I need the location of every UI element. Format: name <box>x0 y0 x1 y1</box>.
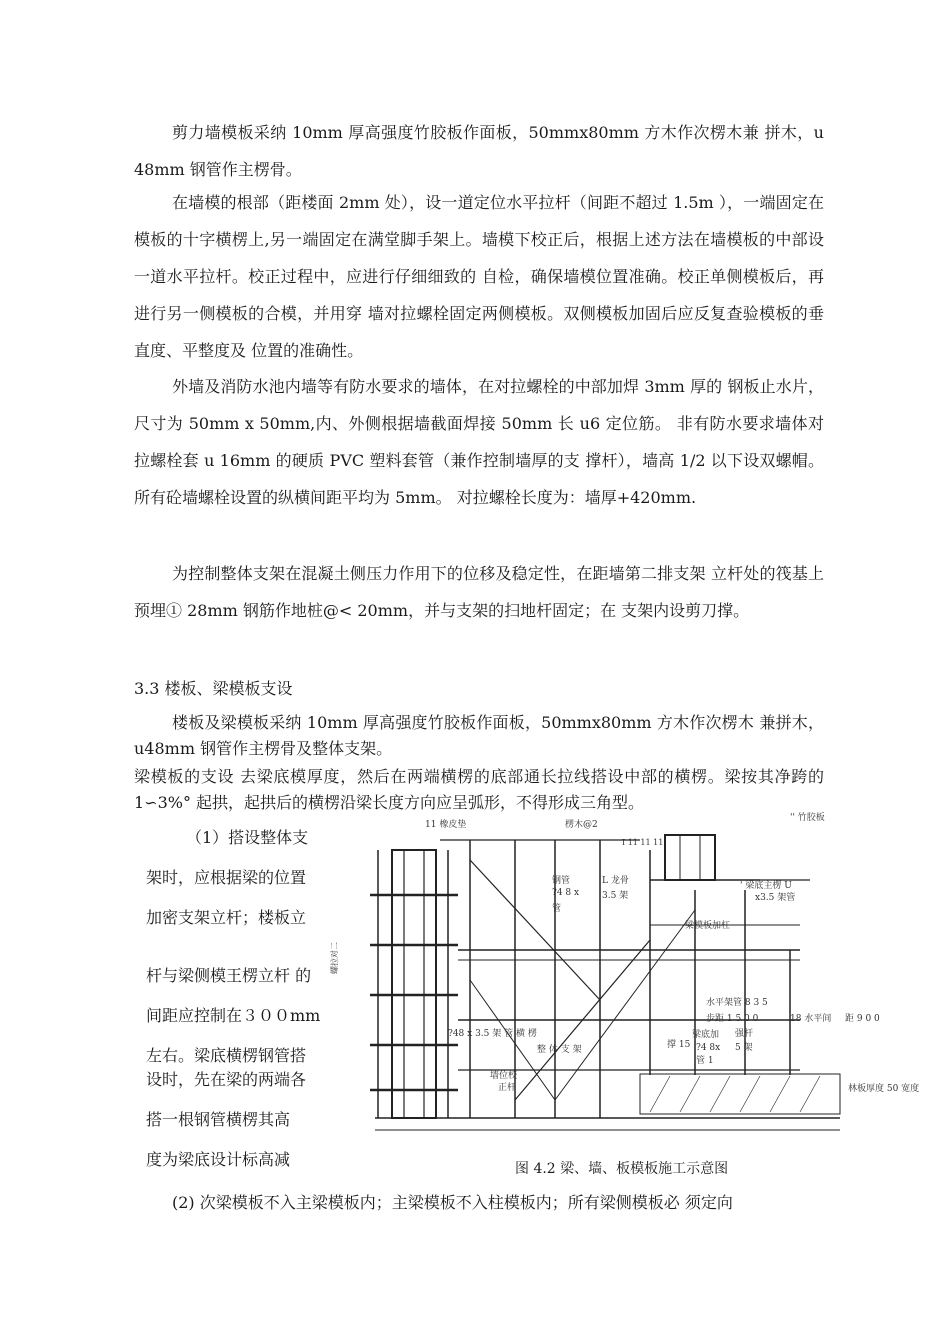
side-line: 架时，应根据梁的位置 <box>146 868 307 887</box>
label-joist: 楞木@2 <box>565 820 598 830</box>
label-correction-bar: 正杆 <box>498 1083 517 1093</box>
label-frame-pipe: x3.5 架管 <box>755 893 796 903</box>
label-pipe: 管 <box>552 904 562 914</box>
label-beam-main-purlin: ' 梁底主楞 U <box>740 881 792 891</box>
label-slab-thickness: 林板厚度 50 宽度 <box>848 1084 920 1094</box>
side-line: 杆与梁侧模王楞立杆 的 <box>146 966 312 985</box>
label-steel-pipe: 钢管 <box>552 876 571 886</box>
label-strengthening-bar: 强杆 <box>735 1029 754 1039</box>
label-overall-frame: 整 体 支 架 <box>537 1045 582 1055</box>
paragraph-waterproof-bolts: 外墙及消防水池内墙等有防水要求的墙体，在对拉螺栓的中部加焊 3mm 厚的 钢板止水片，尺寸为 50mm x 50mm,内、外侧根据墙截面焊接 50mm 长 u6 定位筋。 非有防水要求墙体对拉螺栓套 u 16mm 的硬质 PVC 塑料套管（兼作控制墙厚的支 撑杆），墙高 1/2 以下设双螺帽。所有砼墙螺栓设置的纵横间距平均为 5mm。 对拉螺栓长度为：墙厚+420mm. <box>134 377 824 507</box>
side-line: （1）搭设整体支 <box>186 828 309 847</box>
figure-caption: 图 4.2 梁、墙、板模板施工示意图 <box>515 1161 729 1177</box>
label-pipe-size-2: ?4 8x <box>696 1043 721 1053</box>
side-line-clipped: 左右。梁底横楞钢管搭 <box>146 1046 307 1065</box>
label-pipe-size: ?4 8 x <box>552 888 580 898</box>
label-rubber-pad: 11 橡皮垫 <box>425 820 467 830</box>
formwork-diagram <box>330 800 940 1150</box>
section-heading: 3.3 楼板、梁模板支设 <box>134 679 293 698</box>
paragraph-wall-tie-rod: 在墙模的根部（距楼面 2mm 处），设一道定位水平拉杆（间距不超过 1.5m ），一端固定在模板的十字横楞上,另一端固定在满堂脚手架上。墙模下校正后，根据上述方法在墙模板的中部设一道水平拉杆。校正过程中，应进行仔细细致的 自检，确保墙模位置准确。校正单侧模板后，再进行另一侧模板的合模，并用穿 墙对拉螺栓固定两侧模板。双侧模板加固后应反复查验模板的垂直度、平整度及 位置的准确性。 <box>134 193 824 360</box>
label-beam-bottom-strength: 梁底加 <box>692 1030 720 1040</box>
side-line: 度为梁底设计标高减 <box>146 1150 291 1169</box>
label-frame-2: 5 架 <box>735 1043 753 1053</box>
paragraph-wall-formwork-material: 剪力墙模板采纳 10mm 厚高强度竹胶板作面板，50mmx80mm 方木作次楞木兼 拼木，u 48mm 钢管作主楞骨。 <box>134 123 824 179</box>
label-wall-correction: 墙位校 <box>490 1071 518 1081</box>
label-step-distance: 步距 1 5 0 0 <box>706 1014 759 1024</box>
label-marks: I 11 11 11 <box>622 838 664 847</box>
side-text-column <box>146 818 346 1180</box>
label-bamboo-board: '' 竹胶板 <box>790 813 825 823</box>
label-frame-size: 3.5 架 <box>602 891 629 901</box>
label-brace: 撑 15 <box>667 1040 691 1050</box>
label-keel: L 龙骨 <box>602 876 629 886</box>
paragraph-support-stability: 为控制整体支架在混凝土侧压力作用下的位移及稳定性，在距墙第二排支架 立杆处的筏基上预埋① 28mm 钢筋作地桩@< 20mm，并与支架的扫地杆固定；在 支架内设剪刀撑。 <box>134 564 824 620</box>
paragraph-slab-beam-material: 楼板及梁模板采纳 10mm 厚高强度竹胶板作面板，50mmx80mm 方木作次楞木 兼拼木，u48mm 钢管作主楞骨及整体支架。 <box>134 713 824 758</box>
label-beam-reinforce: 梁模板加杠 <box>685 921 731 931</box>
label-tie-rod: 螺拉对二 <box>330 942 339 974</box>
side-line: 设时，先在梁的两端各 <box>146 1070 307 1089</box>
label-cross-purlin: ?48 x 3.5 架 管 横 楞 <box>448 1029 537 1039</box>
label-pipe-1: 管 1 <box>696 1056 714 1066</box>
side-line: 加密支架立杆；楼板立 <box>146 908 307 927</box>
side-line: 搭一根钢管横楞其高 <box>146 1110 291 1129</box>
label-horizontal-pipe: 水平架管 8 3 5 <box>706 998 768 1008</box>
paragraph-beam-formwork: 梁模板的支设 去梁底模厚度，然后在两端横楞的底部通长拉线搭设中部的横楞。梁按其净跨的 1∽3%° 起拱，起拱后的横楞沿梁长度方向应呈弧形，不得形成三角型。 <box>134 767 824 812</box>
label-horizontal-spacing: 18 水平间 <box>790 1014 832 1024</box>
label-spacing-value: 距 9 0 0 <box>845 1014 880 1024</box>
side-line: 间距应控制在３００mm <box>146 1006 321 1025</box>
paragraph-secondary-beam: (2) 次梁模板不入主梁模板内；主梁模板不入柱模板内；所有梁侧模板必 须定向 <box>172 1193 733 1212</box>
